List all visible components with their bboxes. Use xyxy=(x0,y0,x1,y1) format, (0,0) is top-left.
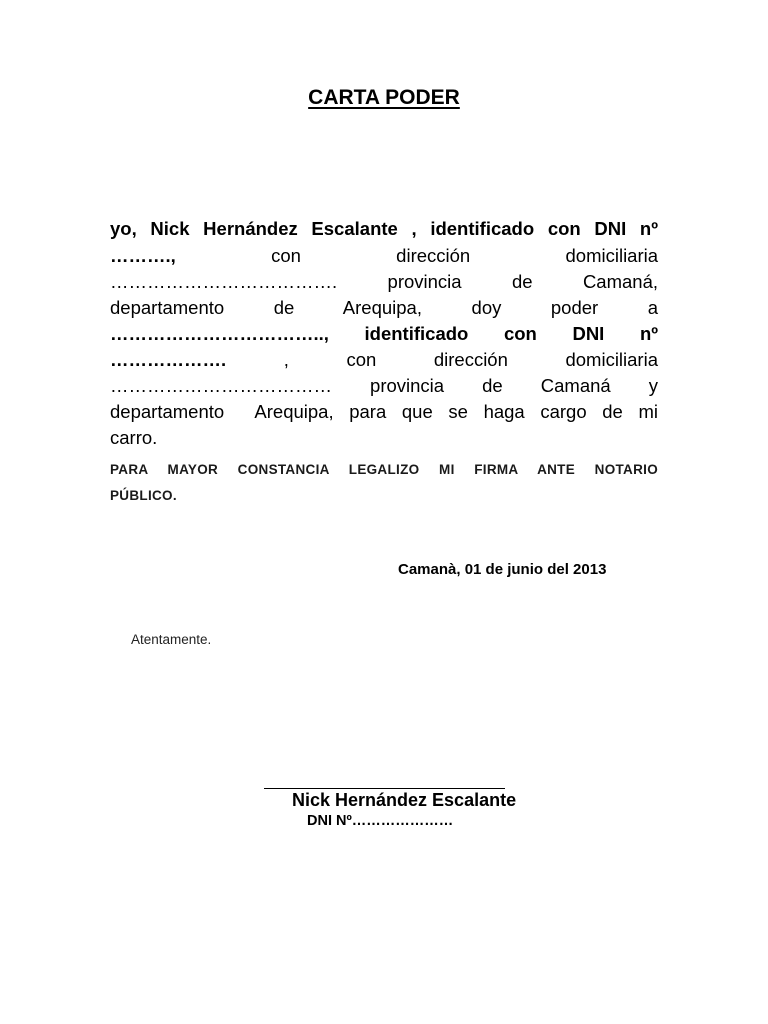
notice-line-1: PARA MAYOR CONSTANCIA LEGALIZO MI FIRMA ANTE NOTARIO xyxy=(110,462,658,477)
body-line-2: ………., con dirección domiciliaria xyxy=(110,245,659,266)
title-text: CARTA PODER xyxy=(308,86,460,109)
date-line: Camanà, 01 de junio del 2013 xyxy=(398,561,607,578)
signature-dni: DNI Nº………………… xyxy=(307,813,454,829)
body-line-5: …………………………….., identificado con DNI nº xyxy=(110,323,658,344)
body-line-9: carro. xyxy=(110,427,158,448)
closing-text: Atentamente. xyxy=(131,632,212,647)
body-line-1: yo, Nick Hernández Escalante , identificado con DNI nº xyxy=(110,218,658,239)
body-line-7: ……………………………… provincia de Camaná y xyxy=(110,375,658,396)
signature-name: Nick Hernández Escalante xyxy=(292,790,517,810)
signature-line xyxy=(264,788,505,789)
body-line-6: ………………. , con dirección domiciliaria xyxy=(110,349,658,370)
body-line-4: departamento de Arequipa, doy poder a xyxy=(110,297,659,318)
body-line-3: ………………………………. provincia de Camaná, xyxy=(110,271,659,292)
notice-line-2: PÚBLICO. xyxy=(110,488,177,503)
document-title xyxy=(0,86,768,110)
body-line-8: departamento Arequipa, para que se haga cargo de mi xyxy=(110,401,658,422)
